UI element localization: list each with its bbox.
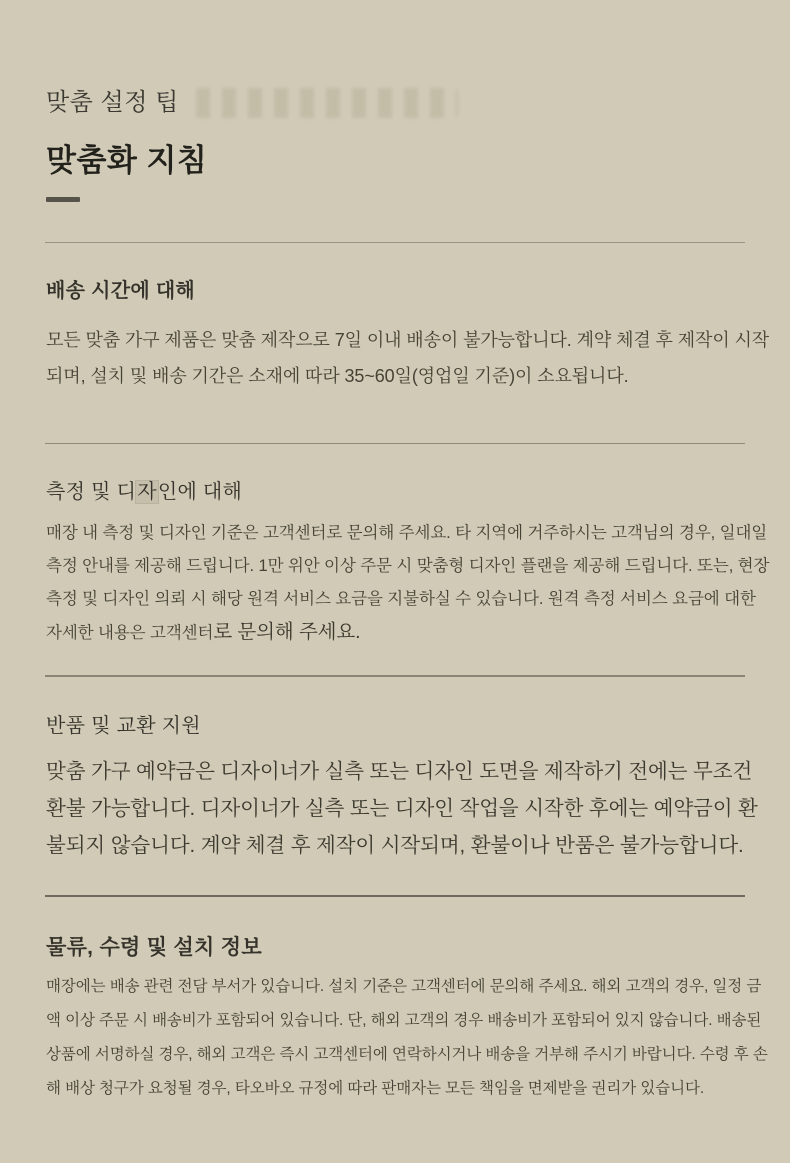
section-divider bbox=[45, 895, 745, 897]
section-heading bbox=[46, 480, 770, 505]
heading-text-post: 인에 대해 bbox=[157, 481, 243, 503]
section-divider bbox=[45, 675, 745, 677]
section-shipping-time bbox=[46, 279, 770, 394]
section-body: 모든 맞춤 가구 제품은 맞춤 제작으로 7일 이내 배송이 불가능합니다. 계약 체결 후 제작이 시작되며, 설치 및 배송 기간은 소재에 따라 35~60일(영업일 기준)이 소요됩니다. bbox=[46, 330, 770, 386]
section-returns-exchange bbox=[46, 714, 770, 864]
section-divider bbox=[45, 242, 745, 243]
section-heading: 배송 시간에 대해 bbox=[46, 280, 196, 302]
heading-text-pre: 측정 및 디 bbox=[46, 481, 137, 503]
section-measurement-design bbox=[46, 480, 770, 650]
page-eyebrow-title: 맞춤 설정 팁 bbox=[46, 89, 179, 116]
page-title: 맞춤화 지침 bbox=[46, 143, 208, 178]
section-body: 매장에는 배송 관련 전담 부서가 있습니다. 설치 기준은 고객센터에 문의해 주세요. 해외 고객의 경우, 일정 금액 이상 주문 시 배송비가 포함되어 있습니다. 단, 해외 고객의 경우 배송비가 포함되어 있지 않습니다. 배송된 상품에 서명하실 경우, 해외 고객은 즉시 고객센터에 연락하시거나 배송을 거부해 주시기 바랍니다. 수령 후 손해 배상 청구가 요청될 경우, 타오바오 규정에 따라 판매자는 모든 책임을 면제받을 권리가 있습니다. bbox=[46, 978, 768, 1097]
title-underline-dash bbox=[46, 197, 80, 202]
section-heading: 반품 및 교환 지원 bbox=[46, 715, 201, 737]
section-body bbox=[46, 517, 772, 650]
heading-patched-char: 자 bbox=[137, 481, 157, 503]
section-body: 맞춤 가구 예약금은 디자이너가 실측 또는 디자인 도면을 제작하기 전에는 무조건 환불 가능합니다. 디자이너가 실측 또는 디자인 작업을 시작한 후에는 예약금이 환불되지 않습니다. 계약 체결 후 제작이 시작되며, 환불이나 반품은 불가능합니다. bbox=[46, 760, 758, 857]
section-heading: 물류, 수령 및 설치 정보 bbox=[46, 936, 262, 959]
body-text-main: 매장 내 측정 및 디자인 기준은 고객센터로 문의해 주세요. 타 지역에 거주하시는 고객님의 경우, 일대일 측정 안내를 제공해 드립니다. 1만 위안 이상 주문 시 맞춤형 디자인 플랜을 제공해 드립니다. 또는, 현장 측정 및 디자인 의뢰 시 해당 원격 서비스 요금을 지불하실 수 있습니다. 원격 측정 서비스 요금에 대한 자세한 내용은 고객센터 bbox=[46, 524, 770, 642]
section-logistics-installation bbox=[46, 934, 770, 1106]
section-divider bbox=[45, 443, 745, 444]
body-text-tail: 로 문의해 주세요. bbox=[213, 621, 361, 643]
